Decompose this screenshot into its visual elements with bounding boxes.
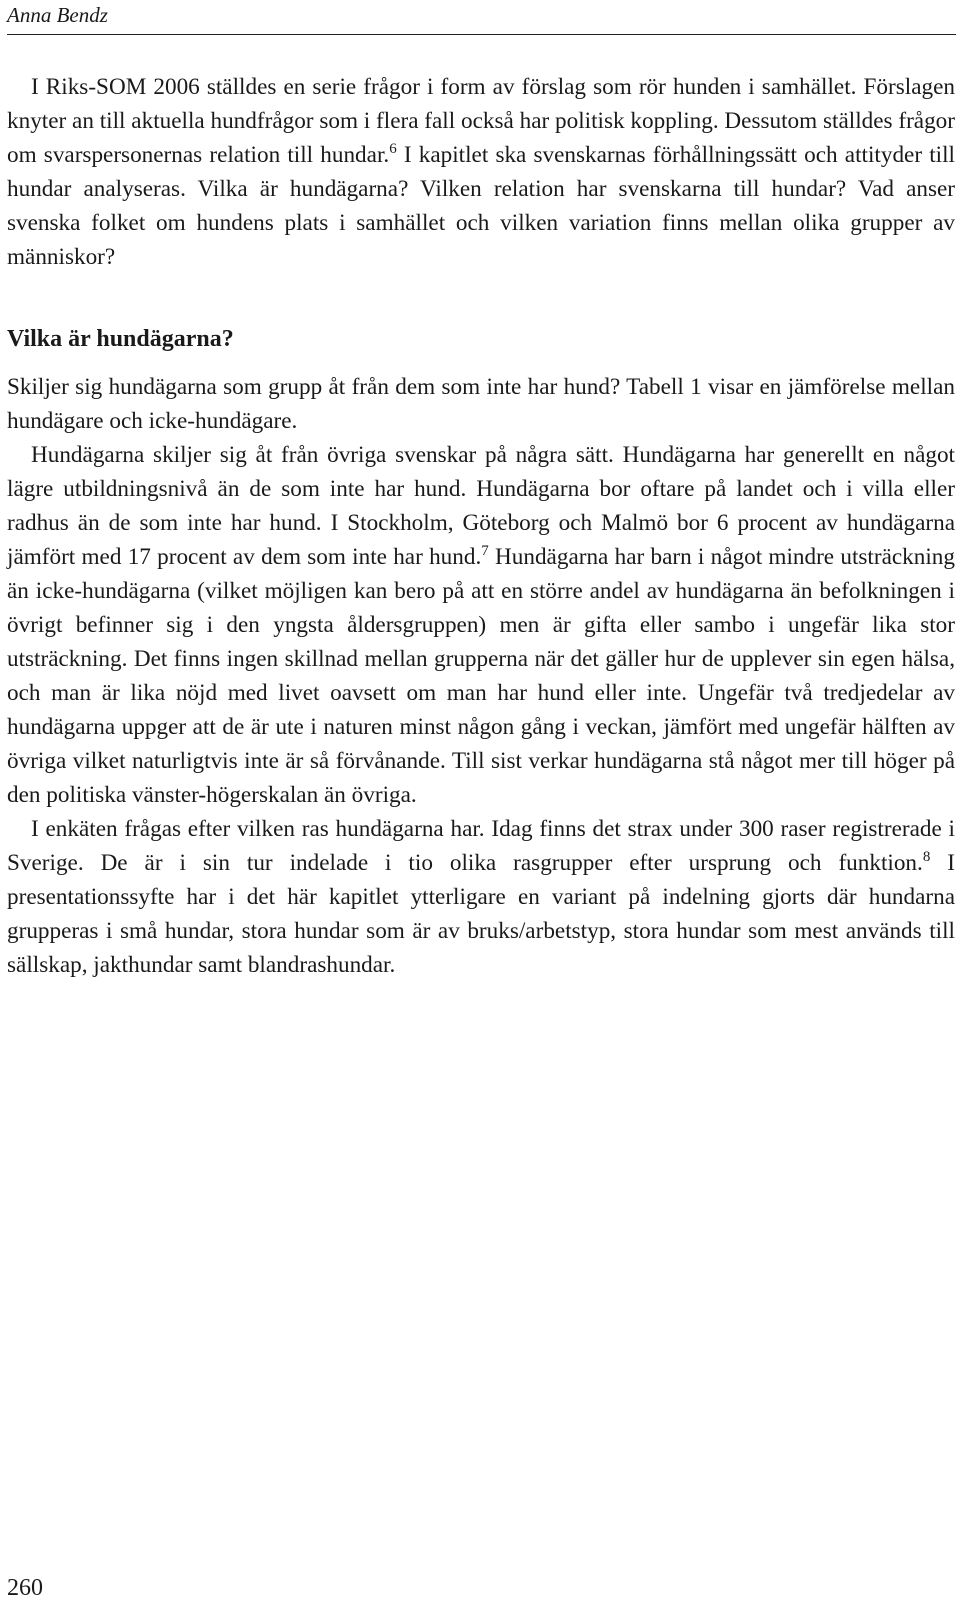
section-paragraph-3 [7, 812, 955, 982]
section-heading: Vilka är hundägarna? [7, 326, 234, 352]
intro-text-2: I kapitlet ska svenskarnas förhållningssätt och attityder till hundar analyseras. Vilka är hundägarna? Vilken relation har svenskarna till hundar? Vad anser svenska folket om hundens plats i samhället och vilken variation finns mellan olika grupper av människor? [7, 142, 955, 270]
intro-text-1: I Riks-SOM 2006 ställdes en serie frågor i form av förslag som rör hunden i samhället. Förslagen knyter an till aktuella hundfrågor som i flera fall också har politisk koppling. Dessutom ställdes frågor om svarspersonernas relation till hundar. [7, 74, 955, 168]
section-paragraph-1: Skiljer sig hundägarna som grupp åt från dem som inte har hund? Tabell 1 visar en jämförelse mellan hundägare och icke-hundägare. [7, 374, 955, 434]
page-number: 260 [7, 1575, 43, 1601]
header-rule [7, 34, 956, 35]
section-paragraph-2-text-a: Hundägarna skiljer sig åt från övriga svenskar på några sätt. Hundägarna har generellt en något lägre utbildningsnivå än de som inte har hund. Hundägarna bor oftare på landet och i villa eller radhus än de som inte har hund. I Stockholm, Göteborg och Malmö bor 6 procent av hundägarna jämfört med 17 procent av dem som inte har hund. [7, 442, 955, 570]
intro-paragraph [7, 70, 955, 274]
section-paragraph-2 [7, 438, 955, 812]
section-paragraph-3-text-b: I presentationssyfte har i det här kapitlet ytterligare en variant på indelning gjorts där hundarna grupperas i små hundar, stora hundar som är av bruks/arbetstyp, stora hundar som mest används till sällskap, jakthundar samt blandrashundar. [7, 850, 955, 978]
section-paragraph-2-text-b: Hundägarna har barn i något mindre utsträckning än icke-hundägarna (vilket möjligen kan bero på att en större andel av hundägarna än befolkningen i övrigt befinner sig i den yngsta åldersgruppen) men är gifta eller sambo i ungefär lika stor utsträckning. Det finns ingen skillnad mellan grupperna när det gäller hur de upplever sin egen hälsa, och man är lika nöjd med livet oavsett om man har hund eller inte. Ungefär två tredjedelar av hundägarna uppger att de är ute i naturen minst någon gång i veckan, jämfört med ungefär hälften av övriga vilket naturligtvis inte är så förvånande. Till sist verkar hundägarna stå något mer till höger på den politiska vänster-högerskalan än övriga. [7, 544, 955, 808]
footnote-ref-6: 6 [389, 141, 397, 157]
body-text [7, 70, 955, 982]
footnote-ref-8: 8 [922, 849, 931, 865]
section-paragraph-3-text-a: I enkäten frågas efter vilken ras hundägarna har. Idag finns det strax under 300 raser registrerade i Sverige. De är i sin tur indelade i tio olika rasgrupper efter ursprung och funktion. [7, 816, 955, 876]
footnote-ref-7: 7 [481, 543, 489, 559]
running-head: Anna Bendz [7, 3, 108, 27]
